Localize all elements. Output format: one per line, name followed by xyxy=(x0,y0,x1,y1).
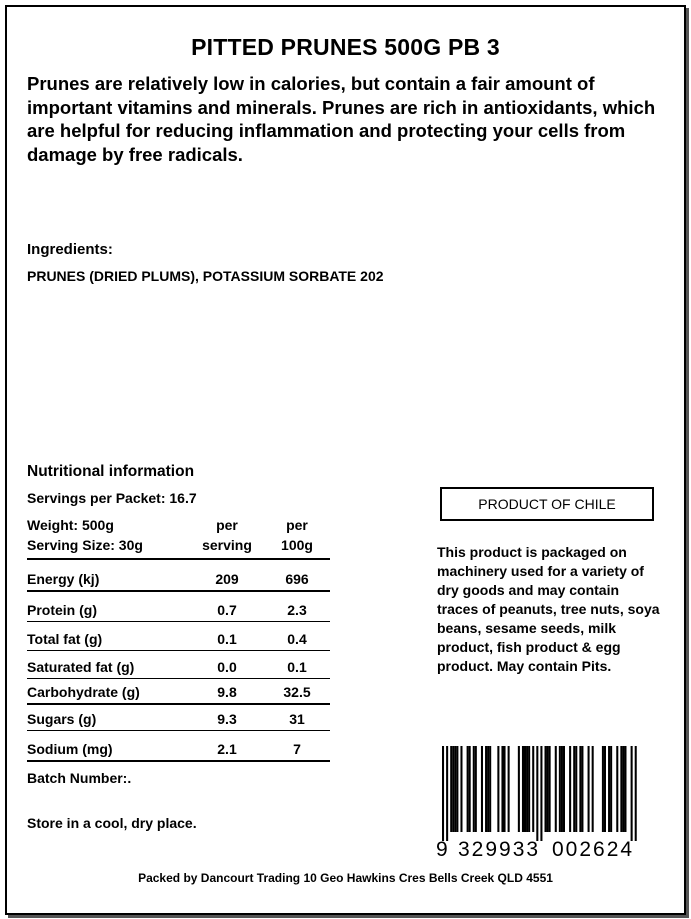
barcode-bar xyxy=(575,746,577,832)
nutrition-table-header xyxy=(27,514,330,560)
barcode-bar xyxy=(561,746,563,832)
barcode-bar xyxy=(456,746,458,832)
per-serving-value: 9.3 xyxy=(217,711,237,727)
per-100g-value: 0.1 xyxy=(287,659,307,675)
nutrition-row xyxy=(27,592,330,622)
per-serving-header-text: per serving xyxy=(202,517,252,553)
serving-size-label: Serving Size: 30g xyxy=(27,537,143,553)
barcode-bar xyxy=(579,746,581,832)
barcode-bar xyxy=(532,746,534,832)
barcode-bar xyxy=(473,746,475,832)
barcode-bar xyxy=(635,746,637,841)
barcode-bar xyxy=(588,746,590,832)
barcode-bar xyxy=(631,746,633,841)
product-description: Prunes are relatively low in calories, but contain a fair amount of important vitamins and minerals. Prunes are rich in antioxidants, which are helpful for reducing inflammation and protecting your cells from damage by free radicals. xyxy=(27,73,656,165)
barcode-bar xyxy=(602,746,604,832)
per-serving-value: 2.1 xyxy=(217,741,237,757)
product-title: PITTED PRUNES 500G PB 3 xyxy=(191,34,500,60)
barcode xyxy=(440,746,640,841)
barcode-left-digits: 329933 xyxy=(458,838,541,861)
per-100g-value: 7 xyxy=(293,741,301,757)
barcode-bar xyxy=(442,746,444,841)
nutrition-row xyxy=(27,651,330,679)
barcode-bar xyxy=(573,746,575,832)
barcode-bar xyxy=(616,746,618,832)
barcode-bar xyxy=(485,746,487,832)
per-100g-value: 32.5 xyxy=(283,684,311,700)
nutrient-name: Energy (kj) xyxy=(27,571,100,587)
barcode-bar xyxy=(460,746,462,832)
barcode-bar xyxy=(545,746,547,832)
nutrition-table xyxy=(27,514,330,762)
batch-number: Batch Number:. xyxy=(27,770,132,786)
per-100g-value: 2.3 xyxy=(287,602,307,618)
barcode-bar xyxy=(624,746,626,832)
nutrition-row xyxy=(27,622,330,651)
weight-label: Weight: 500g xyxy=(27,517,114,533)
barcode-bar xyxy=(555,746,557,832)
per-serving-value: 9.8 xyxy=(217,684,237,700)
barcode-bar xyxy=(487,746,489,832)
barcode-bar xyxy=(446,746,448,841)
nutrition-row xyxy=(27,705,330,731)
barcode-bar xyxy=(540,746,542,841)
allergen-statement: This product is packaged on machinery used for a variety of dry goods and may contain traces of peanuts, tree nuts, soya beans, sesame seeds, milk product, fish product & egg product. May contain Pits. xyxy=(437,544,660,674)
nutrient-name: Saturated fat (g) xyxy=(27,659,135,675)
barcode-bar xyxy=(536,746,538,841)
barcode-bar xyxy=(528,746,530,832)
barcode-bar xyxy=(452,746,454,832)
barcode-bar xyxy=(620,746,622,832)
barcode-bar xyxy=(454,746,456,832)
per-100g-header xyxy=(257,515,337,555)
barcode-right-digits: 002624 xyxy=(552,838,635,861)
per-100g-value: 0.4 xyxy=(287,631,307,647)
nutrition-row xyxy=(27,560,330,592)
per-100g-value: 696 xyxy=(285,571,309,587)
country-of-origin-box: PRODUCT OF CHILE xyxy=(440,487,654,521)
nutrient-name: Protein (g) xyxy=(27,602,97,618)
packed-by: Packed by Dancourt Trading 10 Geo Hawkins Cres Bells Creek QLD 4551 xyxy=(138,871,553,885)
per-serving-value: 0.1 xyxy=(217,631,237,647)
nutrient-name: Sugars (g) xyxy=(27,711,97,727)
barcode-bar xyxy=(608,746,610,832)
barcode-bar xyxy=(508,746,510,832)
barcode-bar xyxy=(549,746,551,832)
barcode-bar xyxy=(469,746,471,832)
barcode-lead-digit: 9 xyxy=(436,838,448,861)
ingredients-heading: Ingredients: xyxy=(27,241,113,258)
nutrition-heading: Nutritional information xyxy=(27,463,195,480)
barcode-bar xyxy=(497,746,499,832)
barcode-bar xyxy=(604,746,606,832)
barcode-bar xyxy=(610,746,612,832)
barcode-bar xyxy=(489,746,491,832)
barcode-bar xyxy=(524,746,526,832)
per-serving-header xyxy=(187,515,267,555)
nutrient-name: Sodium (mg) xyxy=(27,741,113,757)
barcode-bar xyxy=(467,746,469,832)
per-serving-value: 209 xyxy=(215,571,239,587)
barcode-bar xyxy=(526,746,528,832)
barcode-bar xyxy=(475,746,477,832)
per-100g-header-text: per 100g xyxy=(281,517,313,553)
barcode-bar xyxy=(450,746,452,832)
barcode-bar xyxy=(622,746,624,832)
barcode-bar xyxy=(581,746,583,832)
per-100g-value: 31 xyxy=(289,711,305,727)
barcode-bar xyxy=(559,746,561,832)
nutrient-name: Carbohydrate (g) xyxy=(27,684,140,700)
barcode-bar xyxy=(569,746,571,832)
barcode-bar xyxy=(592,746,594,832)
barcode-bar xyxy=(563,746,565,832)
barcode-bars xyxy=(440,746,640,841)
ingredients-text: PRUNES (DRIED PLUMS), POTASSIUM SORBATE 202 xyxy=(27,268,384,284)
nutrient-name: Total fat (g) xyxy=(27,631,103,647)
barcode-bar xyxy=(522,746,524,832)
servings-per-packet: Servings per Packet: 16.7 xyxy=(27,490,197,506)
nutrition-row xyxy=(27,731,330,762)
nutrition-row xyxy=(27,679,330,705)
per-serving-value: 0.0 xyxy=(217,659,237,675)
per-serving-value: 0.7 xyxy=(217,602,237,618)
barcode-bar xyxy=(501,746,503,832)
barcode-bar xyxy=(547,746,549,832)
barcode-bar xyxy=(518,746,520,832)
storage-instructions: Store in a cool, dry place. xyxy=(27,815,197,831)
barcode-bar xyxy=(504,746,506,832)
barcode-bar xyxy=(481,746,483,832)
